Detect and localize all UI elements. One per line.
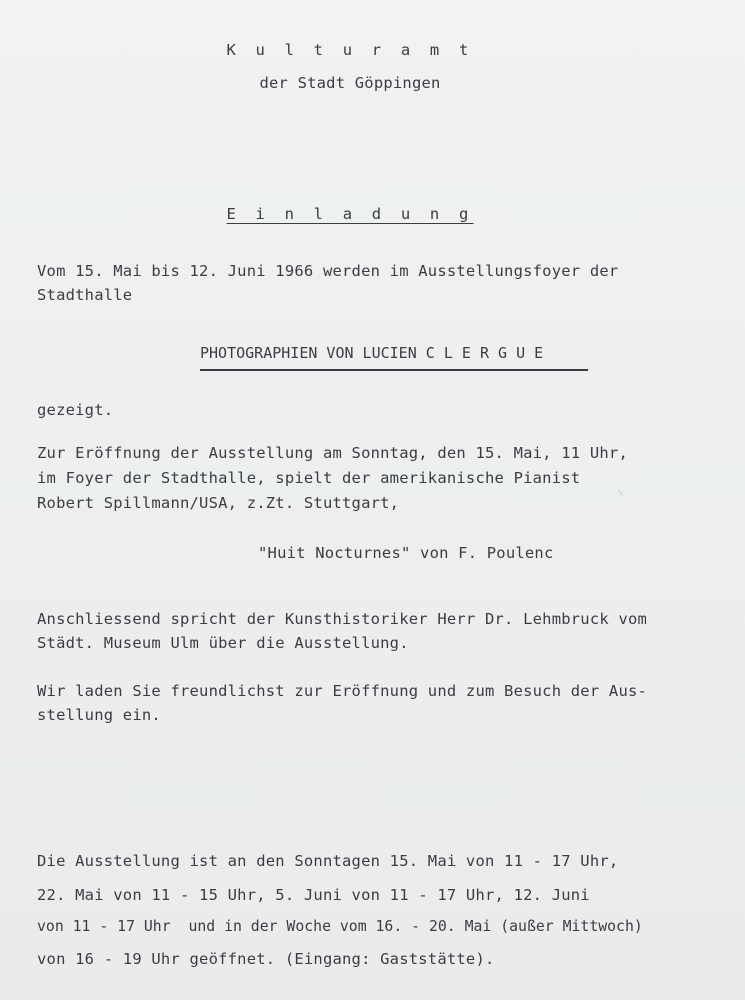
hours-line-2: 22. Mai von 11 - 15 Uhr, 5. Juni von 11 - 17 Uhr, 12. Juni — [37, 886, 590, 904]
header-city: der Stadt Göppingen — [259, 74, 441, 92]
intro-line-2: Stadthalle — [37, 286, 133, 304]
exhibition-title: PHOTOGRAPHIEN VON LUCIEN C L E R G U E — [200, 344, 544, 362]
invitation-title: E i n l a d u n g — [226, 205, 474, 223]
header-office: K u l t u r a m t — [226, 41, 474, 59]
music-program: "Huit Nocturnes" von F. Poulenc — [258, 544, 554, 562]
hours-line-3: von 11 - 17 Uhr und in der Woche vom 16. - 20. Mai (außer Mittwoch) — [37, 918, 643, 935]
shown-text: gezeigt. — [37, 401, 114, 419]
paper-mark — [618, 489, 623, 495]
intro-line-1: Vom 15. Mai bis 12. Juni 1966 werden im Ausstellungsfoyer der — [37, 262, 619, 280]
speech-line-1: Anschliessend spricht der Kunsthistoriker Herr Dr. Lehmbruck vom — [37, 610, 648, 628]
hours-line-4: von 16 - 19 Uhr geöffnet. (Eingang: Gaststätte). — [37, 950, 495, 968]
invitation-line-2: stellung ein. — [37, 706, 161, 724]
opening-line-1: Zur Eröffnung der Ausstellung am Sonntag, den 15. Mai, 11 Uhr, — [37, 444, 628, 462]
speech-line-2: Städt. Museum Ulm über die Ausstellung. — [37, 634, 409, 652]
opening-line-2: im Foyer der Stadthalle, spielt der amerikanische Pianist — [37, 469, 581, 487]
invitation-line-1: Wir laden Sie freundlichst zur Eröffnung und zum Besuch der Aus- — [37, 682, 648, 700]
exhibition-underline — [200, 369, 588, 371]
opening-line-3: Robert Spillmann/USA, z.Zt. Stuttgart, — [37, 494, 400, 512]
hours-line-1: Die Ausstellung ist an den Sonntagen 15. Mai von 11 - 17 Uhr, — [37, 852, 619, 870]
